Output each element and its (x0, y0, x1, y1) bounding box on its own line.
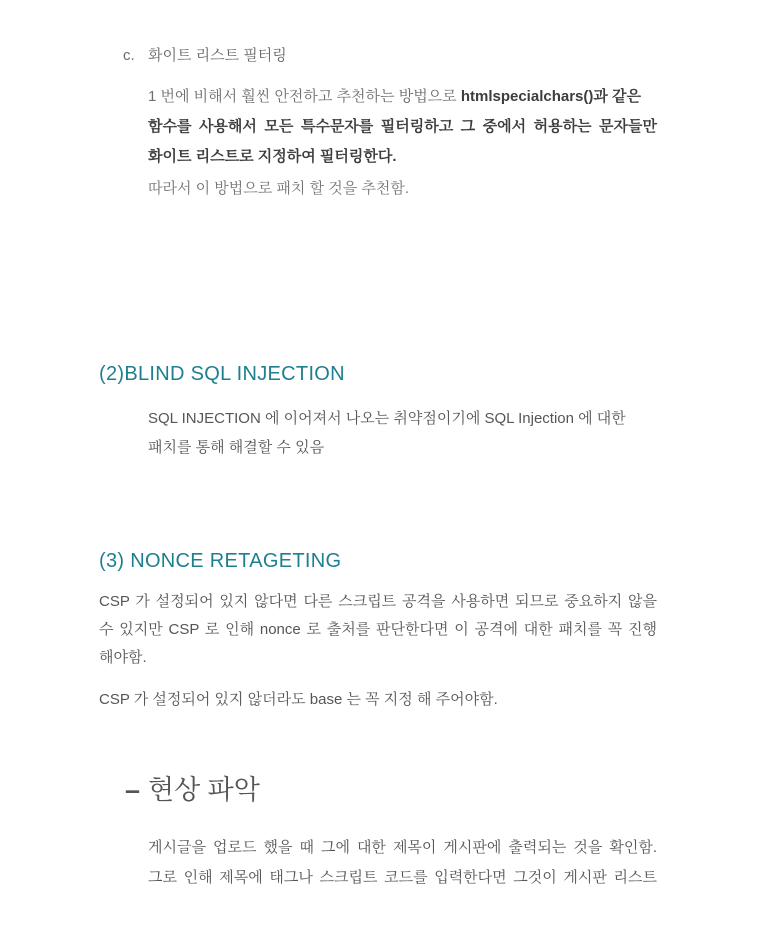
list-item-text: 화이트 리스트 필터링 (148, 47, 287, 64)
status-paragraph (148, 833, 657, 893)
status-heading-text: 현상 파악 (148, 775, 260, 805)
csp-p1-line-3: 해야함. (99, 649, 147, 666)
intro-line-1 (148, 82, 657, 112)
recommendation-note: 따라서 이 방법으로 패치 할 것을 추천함. (148, 180, 410, 197)
intro-line-1-bold: htmlspecialchars()과 같은 (460, 88, 642, 105)
csp-p1-line-1: CSP 가 설정되어 있지 않다면 다른 스크립트 공격을 사용하면 되므로 중요하지 않을 (99, 593, 657, 610)
intro-line-3: 화이트 리스트로 지정하여 필터링한다. (148, 148, 397, 165)
dash-bullet: – (125, 775, 141, 805)
heading-nonce-retageting: (3) NONCE RETAGETING (99, 550, 342, 572)
heading-blind-sql-injection: (2)BLIND SQL INJECTION (99, 363, 345, 385)
heading-status-analysis (99, 772, 657, 808)
intro-line-2: 함수를 사용해서 모든 특수문자를 필터링하고 그 중에서 허용하는 문자들만 (148, 118, 657, 135)
status-line-1: 게시글을 업로드 했을 때 그에 대한 제목이 게시판에 출력되는 것을 확인함. (148, 839, 657, 856)
blind-sql-paragraph (148, 404, 657, 462)
blind-sql-line-1: SQL INJECTION 에 이어져서 나오는 취약점이기에 SQL Injection 에 대한 (148, 410, 626, 427)
blind-sql-line-2: 패치를 통해 해결할 수 있음 (148, 439, 325, 456)
csp-paragraph-1 (99, 588, 657, 672)
intro-paragraph (148, 82, 657, 172)
status-line-2: 그로 인해 제목에 태그나 스크립트 코드를 입력한다면 그것이 게시판 리스트 (148, 869, 657, 886)
list-item-marker: c. (123, 47, 135, 64)
csp-paragraph-2: CSP 가 설정되어 있지 않더라도 base 는 꼭 지정 해 주어야함. (99, 691, 498, 708)
csp-p1-line-2: 수 있지만 CSP 로 인해 nonce 로 출처를 판단한다면 이 공격에 대한 패치를 꼭 진행 (99, 621, 657, 638)
intro-line-1-regular: 1 번에 비해서 훨씬 안전하고 추천하는 방법으로 (148, 88, 461, 105)
list-item-c (123, 45, 657, 67)
